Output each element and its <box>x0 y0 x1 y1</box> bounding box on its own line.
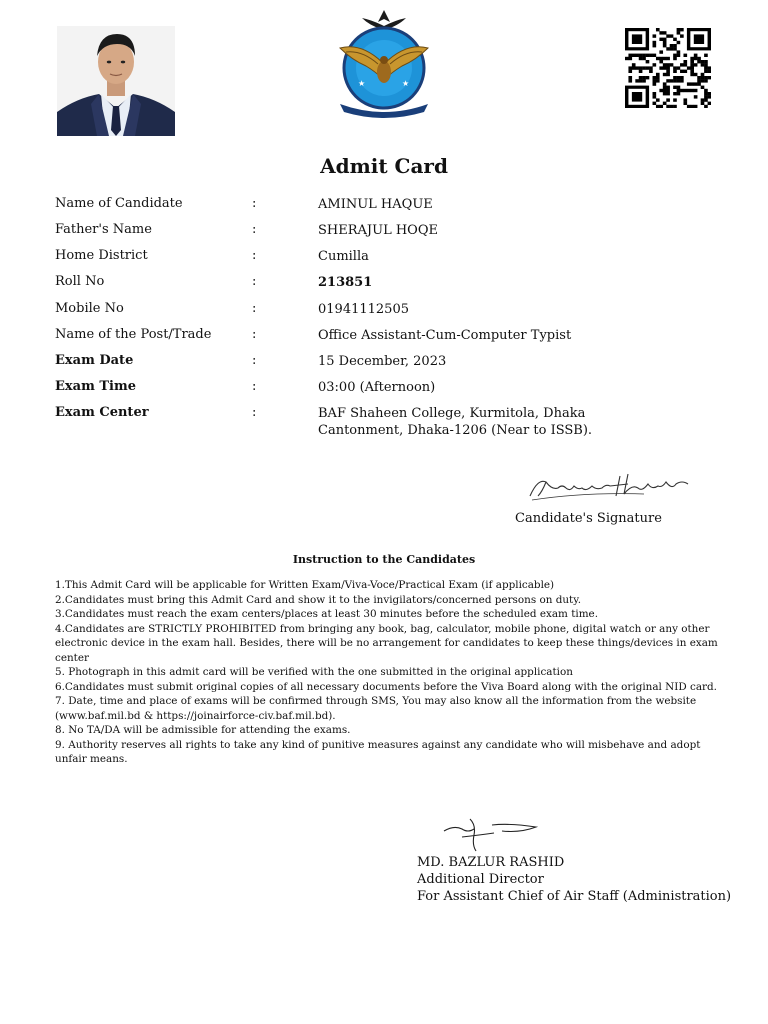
candidate-photo <box>57 26 175 136</box>
instruction-item: 3.Candidates must reach the exam centers/places at least 30 minutes before the scheduled exam time. <box>55 608 599 620</box>
field-label: Exam Date <box>55 353 134 368</box>
field-separator: : <box>252 196 257 211</box>
field-value: AMINUL HAQUE <box>318 197 433 212</box>
field-value: 213851 <box>318 275 373 290</box>
field-separator: : <box>252 379 257 394</box>
field-label: Roll No <box>55 274 105 289</box>
instruction-item: 5. Photograph in this admit card will be verified with the one submitted in the original application <box>55 666 573 678</box>
exam-center-line-2: Cantonment, Dhaka-1206 (Near to ISSB). <box>318 423 593 438</box>
field-value: 03:00 (Afternoon) <box>318 380 436 395</box>
instruction-item: 6.Candidates must submit original copies of all necessary documents before the Viva Board along with the original NID card. <box>55 680 717 693</box>
field-separator: : <box>252 327 257 342</box>
candidate-signature-image <box>524 466 694 506</box>
instructions-title: Instruction to the Candidates <box>292 553 476 566</box>
authority-signature-image <box>440 815 540 853</box>
field-separator: : <box>252 248 257 263</box>
field-label: Name of the Post/Trade <box>55 327 212 342</box>
field-label: Exam Center <box>55 405 149 420</box>
qr-code <box>625 28 711 108</box>
field-separator: : <box>252 353 257 368</box>
page-title: Admit Card <box>320 154 448 178</box>
instructions-list <box>55 578 720 767</box>
authority-designation: Additional Director <box>417 872 544 887</box>
instruction-item: 7. Date, time and place of exams will be confirmed through SMS, You may also know all the information from the website (www.baf.mil.bd & https://joinairforce-civ.baf.mil.bd). <box>55 695 697 722</box>
field-value: Office Assistant-Cum-Computer Typist <box>318 328 572 343</box>
exam-center-line-1: BAF Shaheen College, Kurmitola, Dhaka <box>318 406 586 421</box>
instruction-item: 8. No TA/DA will be admissible for attending the exams. <box>55 724 351 736</box>
instruction-item: 4.Candidates are STRICTLY PROHIBITED from bringing any book, bag, calculator, mobile phone, digital watch or any other electronic device in the exam hall. Besides, there will be no arrangement for candidates to keep these things/devices in exam center <box>55 622 718 664</box>
field-label: Mobile No <box>55 301 124 316</box>
field-value: 01941112505 <box>318 302 409 317</box>
field-label: Home District <box>55 248 148 263</box>
candidate-signature-label: Candidate's Signature <box>515 511 662 526</box>
field-label: Exam Time <box>55 379 137 394</box>
field-label: Father's Name <box>55 222 152 237</box>
air-force-emblem-logo <box>332 8 436 118</box>
field-separator: : <box>252 274 257 289</box>
field-value: 15 December, 2023 <box>318 354 447 369</box>
field-value <box>318 405 618 439</box>
field-separator: : <box>252 222 257 237</box>
svg-text:★: ★ <box>402 79 410 88</box>
field-separator: : <box>252 301 257 316</box>
authority-name: MD. BAZLUR RASHID <box>417 855 565 870</box>
instruction-item: 9. Authority reserves all rights to take any kind of punitive measures against any candidate who will misbehave and adopt unfair means. <box>55 738 701 765</box>
field-value: SHERAJUL HOQE <box>318 223 438 238</box>
instruction-item: 2.Candidates must bring this Admit Card and show it to the invigilators/concerned persons on duty. <box>55 593 582 606</box>
instruction-item: 1.This Admit Card will be applicable for Written Exam/Viva-Voce/Practical Exam (if applicable) <box>55 579 555 591</box>
field-value: Cumilla <box>318 249 369 264</box>
svg-text:★: ★ <box>358 79 366 88</box>
field-label: Name of Candidate <box>55 196 183 211</box>
field-separator: : <box>252 405 257 420</box>
authority-office: For Assistant Chief of Air Staff (Administration) <box>417 889 732 904</box>
